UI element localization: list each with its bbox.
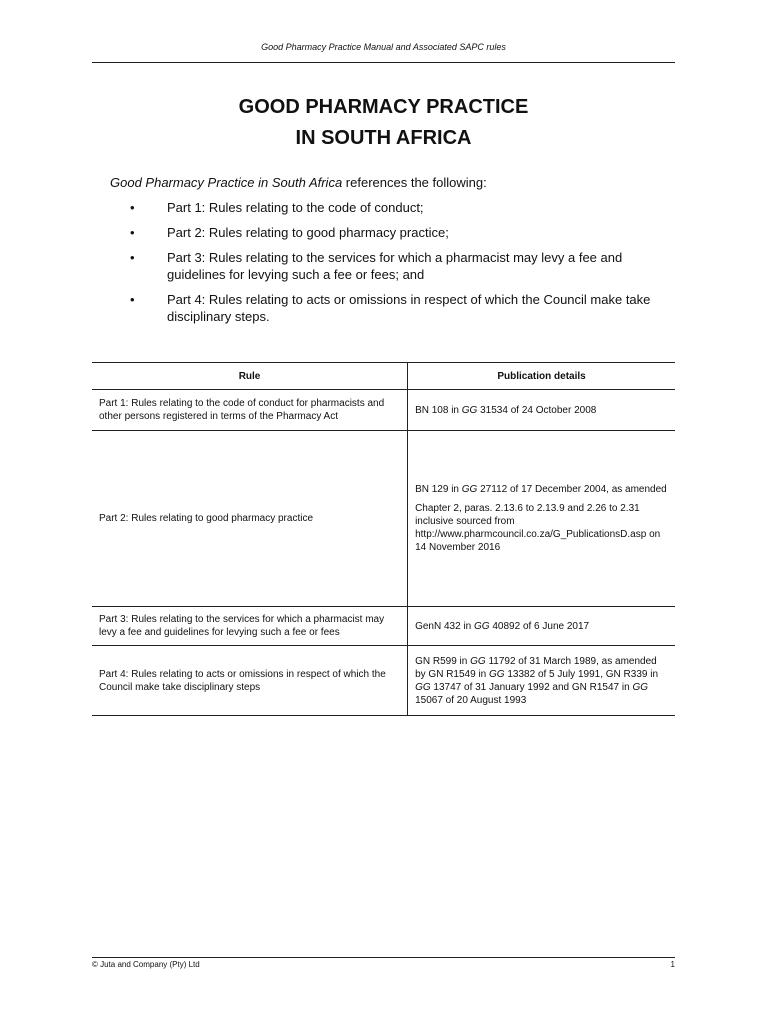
list-item-text: Part 2: Rules relating to good pharmacy practice; [167,225,449,240]
list-item-text: Part 3: Rules relating to the services for which a pharmacist may levy a fee and guidelines for levying such a fee or fees; and [167,250,623,282]
pub-text: 15067 of 20 August 1993 [415,694,527,706]
pub-text: GN R599 in [415,655,471,667]
list-item [110,224,670,241]
intro-rest: references the following: [342,175,487,190]
gazette-abbrev: GG [632,681,649,693]
table-row [92,431,675,607]
bullet-icon: • [130,250,135,265]
gazette-abbrev: GG [474,620,490,632]
pub-text: 31534 of 24 October 2008 [477,404,597,416]
bullet-icon: • [130,225,135,240]
gazette-abbrev: GG [470,655,486,667]
pub-text: 13747 of 31 January 1992 and GN R1547 in [430,681,633,693]
rules-table [92,362,675,716]
column-header-rule: Rule [92,363,408,390]
publication-cell [408,431,675,607]
gazette-abbrev: GG [489,668,505,680]
rule-cell: Part 1: Rules relating to the code of conduct for pharmacists and other persons registered in terms of the Pharmacy Act [92,390,408,431]
gazette-abbrev: GG [461,484,478,495]
list-item [110,291,670,325]
footer-copyright: © Juta and Company (Pty) Ltd [92,960,200,969]
pub-text: GenN 432 in [415,620,475,632]
pub-text: 11792 of 31 March 1989, as amended by GN R1549 in [415,655,657,680]
pub-paragraph [415,483,668,496]
pub-text: BN 108 in [415,404,462,416]
page-number: 1 [670,960,675,969]
list-item [110,199,670,216]
title-line-1: GOOD PHARMACY PRACTICE [238,96,529,118]
gazette-abbrev: GG [415,681,431,693]
list-item-text: Part 1: Rules relating to the code of conduct; [167,200,424,215]
table-row [92,646,675,716]
intro-paragraph [110,174,670,191]
running-header: Good Pharmacy Practice Manual and Associated SAPC rules [261,42,506,52]
gazette-abbrev: GG [461,404,478,416]
page-title [92,92,675,154]
list-item [110,249,670,283]
header-divider [92,62,675,63]
intro-italic: Good Pharmacy Practice in South Africa [110,175,343,190]
title-line-2: IN SOUTH AFRICA [295,127,472,149]
table-header-row [92,363,675,390]
pub-text: 27112 of 17 December 2004, as amended [477,484,667,495]
pub-paragraph: Chapter 2, paras. 2.13.6 to 2.13.9 and 2.26 to 2.31 inclusive sourced from http://www.pharmcouncil.co.za/G_PublicationsD.asp on 14 November 2016 [415,503,661,553]
publication-cell [408,646,675,716]
table-row [92,390,675,431]
pub-text: 13382 of 5 July 1991, GN R339 in [504,668,659,680]
bullet-icon: • [130,200,135,215]
list-item-text: Part 4: Rules relating to acts or omissions in respect of which the Council make take disciplinary steps. [167,292,651,324]
bullet-icon: • [130,292,135,307]
rule-cell: Part 4: Rules relating to acts or omissions in respect of which the Council make take disciplinary steps [92,646,408,716]
publication-cell [408,607,675,646]
pub-text: BN 129 in [415,484,462,495]
publication-cell [408,390,675,431]
parts-list [110,199,670,333]
table-row [92,607,675,646]
column-header-publication: Publication details [408,363,675,390]
rule-cell: Part 2: Rules relating to good pharmacy practice [92,431,408,607]
rule-cell: Part 3: Rules relating to the services for which a pharmacist may levy a fee and guidelines for levying such a fee or fees [92,607,408,646]
footer-divider [92,957,675,958]
pub-text: 40892 of 6 June 2017 [489,620,590,632]
